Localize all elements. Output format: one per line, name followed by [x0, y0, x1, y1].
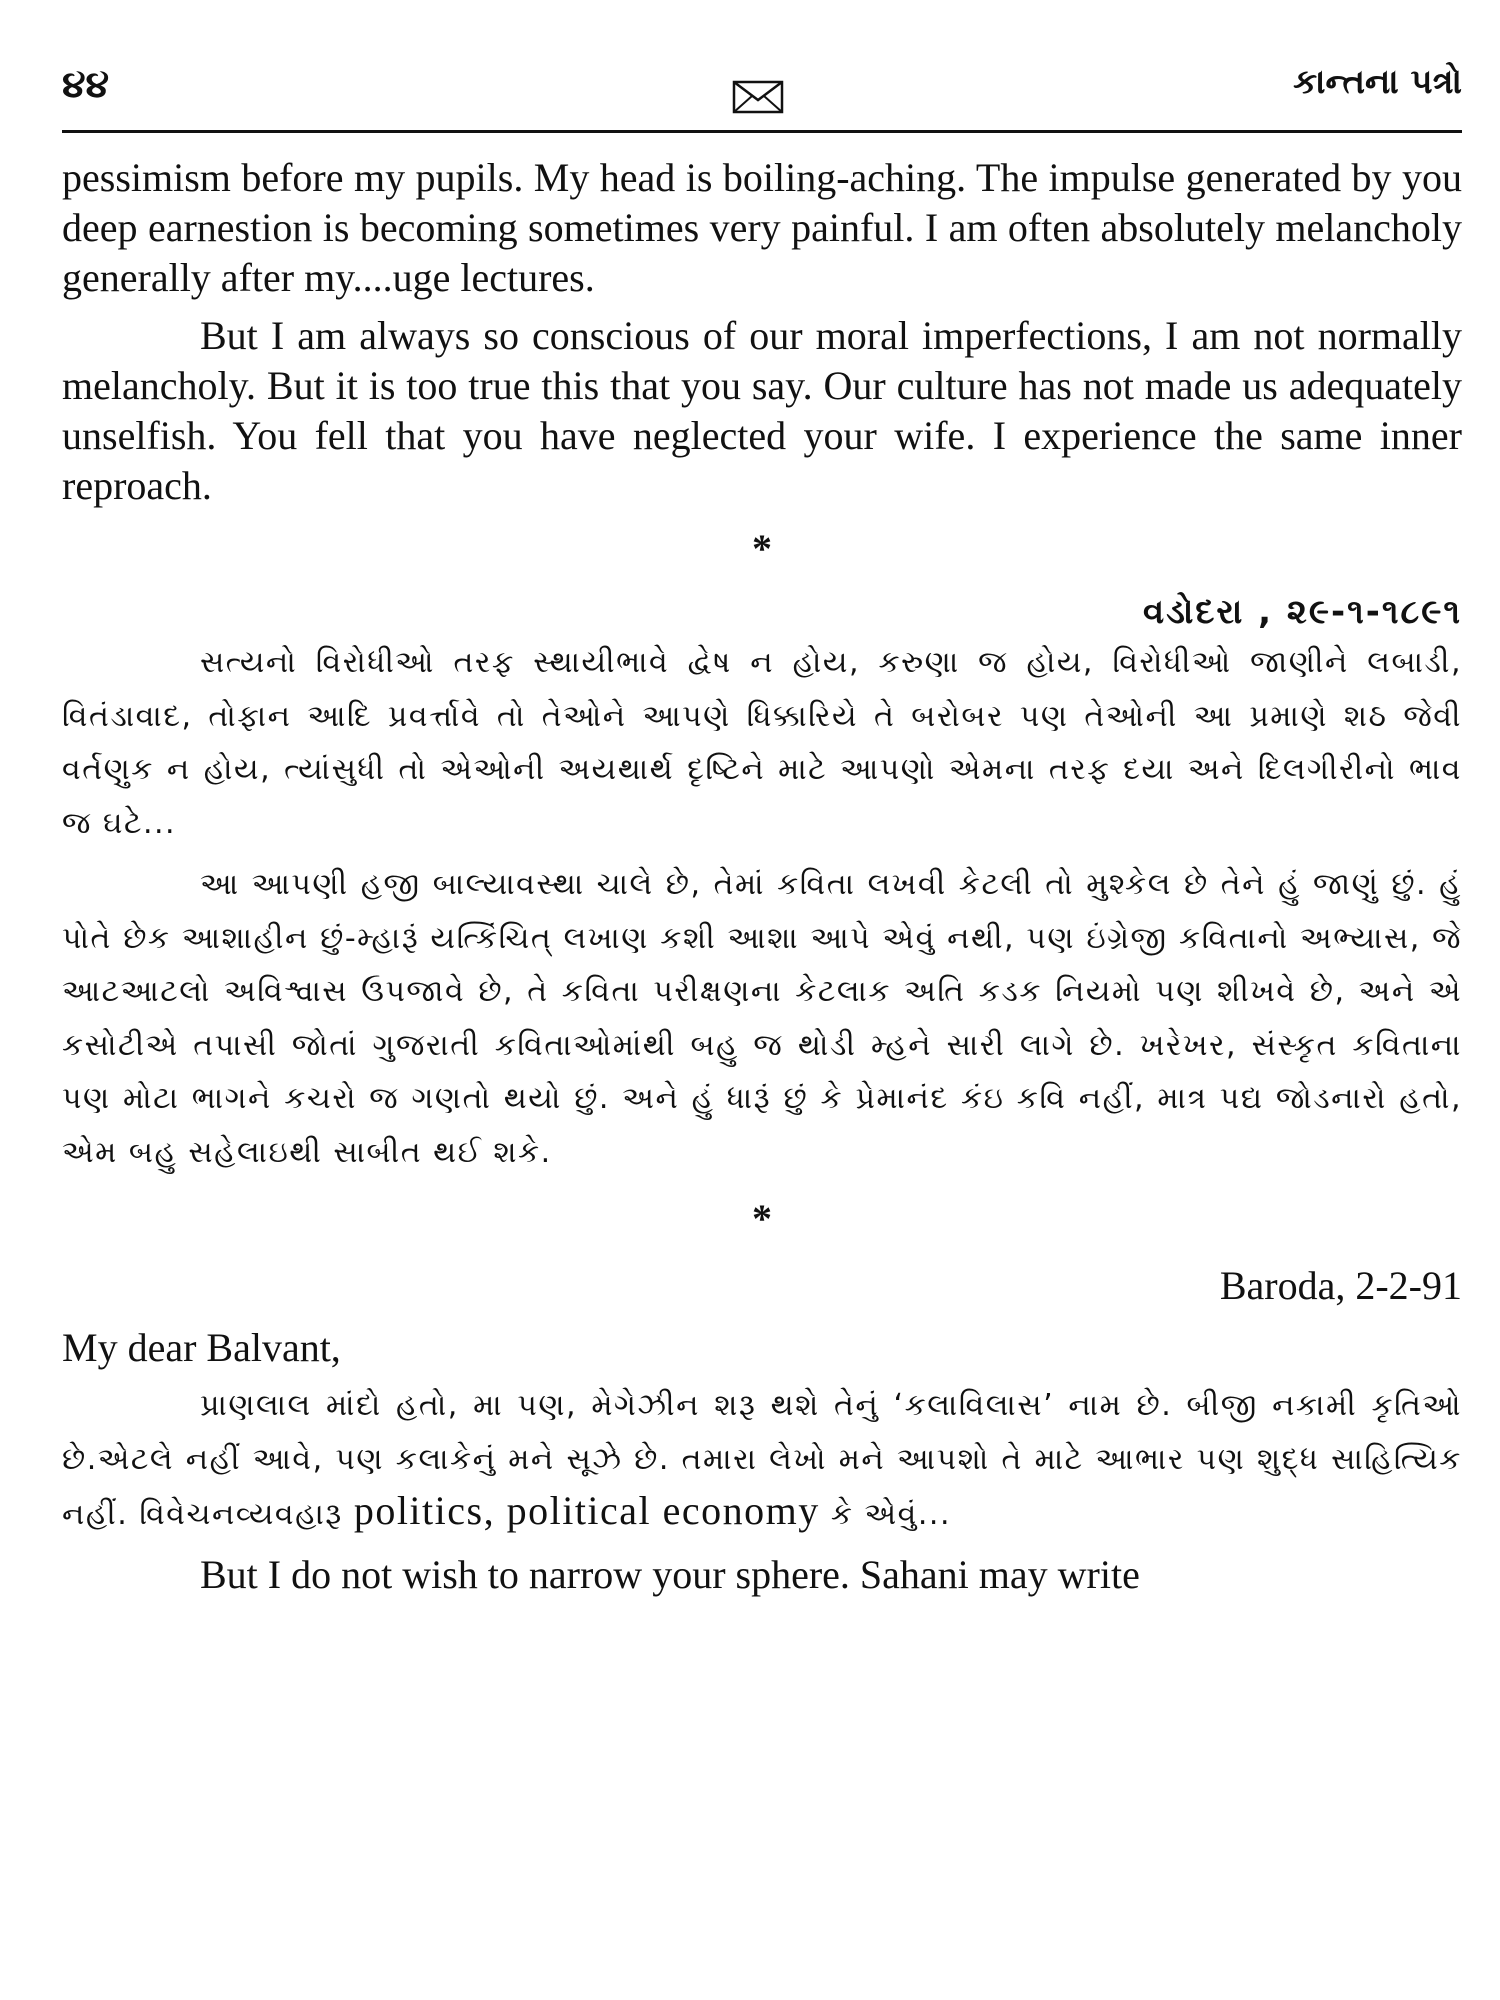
paragraph-3: સત્યનો વિરોધીઓ તરફ સ્થાયીભાવે દ્વેષ ન હોય, કરુણા જ હોય, વિરોધીઓ જાણીને લબાડી, વિતંડાવાદ, તોફાન આદિ પ્રવર્ત્તાવે તો તેઓને આપણે ધિક્કારિયે તે બરોબર પણ તેઓની આ પ્રમાણે શઠ જેવી વર્તણુક ન હોય, ત્યાંસુધી તો એઓની અયથાર્થ દૃષ્ટિને માટે આપણો એમના તરફ દયા અને દિલગીરીનો ભાવ જ ઘટે... — [62, 645, 1462, 841]
envelope-icon — [732, 80, 784, 114]
section-divider-2: * — [752, 1196, 772, 1241]
dateline-vadodara: વડોદરા , ૨૯-૧-૧૮૯૧ — [1143, 592, 1462, 632]
paragraph-5-tail: કે એવું... — [819, 1497, 951, 1532]
section-divider-1: * — [752, 526, 772, 571]
paragraph-1: pessimism before my pupils. My head is boiling-aching. The impulse generated by you deep earnestion is becoming sometimes very painful. I am often absolutely melancholy generally after my....uge lectures. — [62, 155, 1462, 300]
paragraph-6: But I do not wish to narrow your sphere. Sahani may write — [200, 1551, 1140, 1597]
paragraph-5-english: politics, political economy — [353, 1488, 820, 1533]
paragraph-5 — [62, 1379, 1462, 1542]
page-header — [62, 52, 1462, 133]
book-page — [62, 52, 1462, 1982]
salutation: My dear Balvant, — [62, 1325, 341, 1370]
paragraph-5-text: પ્રાણલાલ માંદો હતો, મા પણ, મેગેઝીન શરૂ થશે તેનું ‘કલાવિલાસ’ નામ છે. બીજી નકામી કૃતિઓ છે.એટલે નહીં આવે, પણ કલાકેનું મને સૂઝે છે. તમારા લેખો મને આપશો તે માટે આભાર પણ શુદ્ધ સાહિત્યિક નહીં. વિવેચનવ્યવહારૂ — [62, 1388, 1462, 1532]
paragraph-2: But I am always so conscious of our moral imperfections, I am not normally melancholy. But it is too true this that you say. Our culture has not made us adequately unselfish. You fell that you have neglected your wife. I experience the same inner reproach. — [62, 313, 1462, 508]
paragraph-4: આ આપણી હજી બાલ્યાવસ્થા ચાલે છે, તેમાં કવિતા લખવી કેટલી તો મુશ્કેલ છે તેને હું જાણું છું. હું પોતે છેક આશાહીન છું-મ્હારૂં યત્કિંચિત્ લખાણ કશી આશા આપે એવું નથી, પણ ઇંગ્રેજી કવિતાનો અભ્યાસ, જે આટઆટલો અવિશ્વાસ ઉપજાવે છે, તે કવિતા પરીક્ષણના કેટલાક અતિ કડક નિયમો પણ શીખવે છે, અને એ કસોટીએ તપાસી જોતાં ગુજરાતી કવિતાઓમાંથી બહુ જ થોડી મ્હને સારી લાગે છે. ખરેખર, સંસ્કૃત કવિતાના પણ મોટા ભાગને કચરો જ ગણતો થયો છું. અને હું ધારૂં છું કે પ્રેમાનંદ કંઇ કવિ નહીં, માત્ર પદ્ય જોડનારો હતો, એમ બહુ સહેલાઇથી સાબીત થઈ શકે. — [62, 867, 1462, 1170]
page-number: ૪૪ — [62, 62, 110, 106]
running-title: કાન્તના પત્રો — [1293, 62, 1462, 102]
dateline-baroda: Baroda, 2-2-91 — [1219, 1263, 1462, 1308]
